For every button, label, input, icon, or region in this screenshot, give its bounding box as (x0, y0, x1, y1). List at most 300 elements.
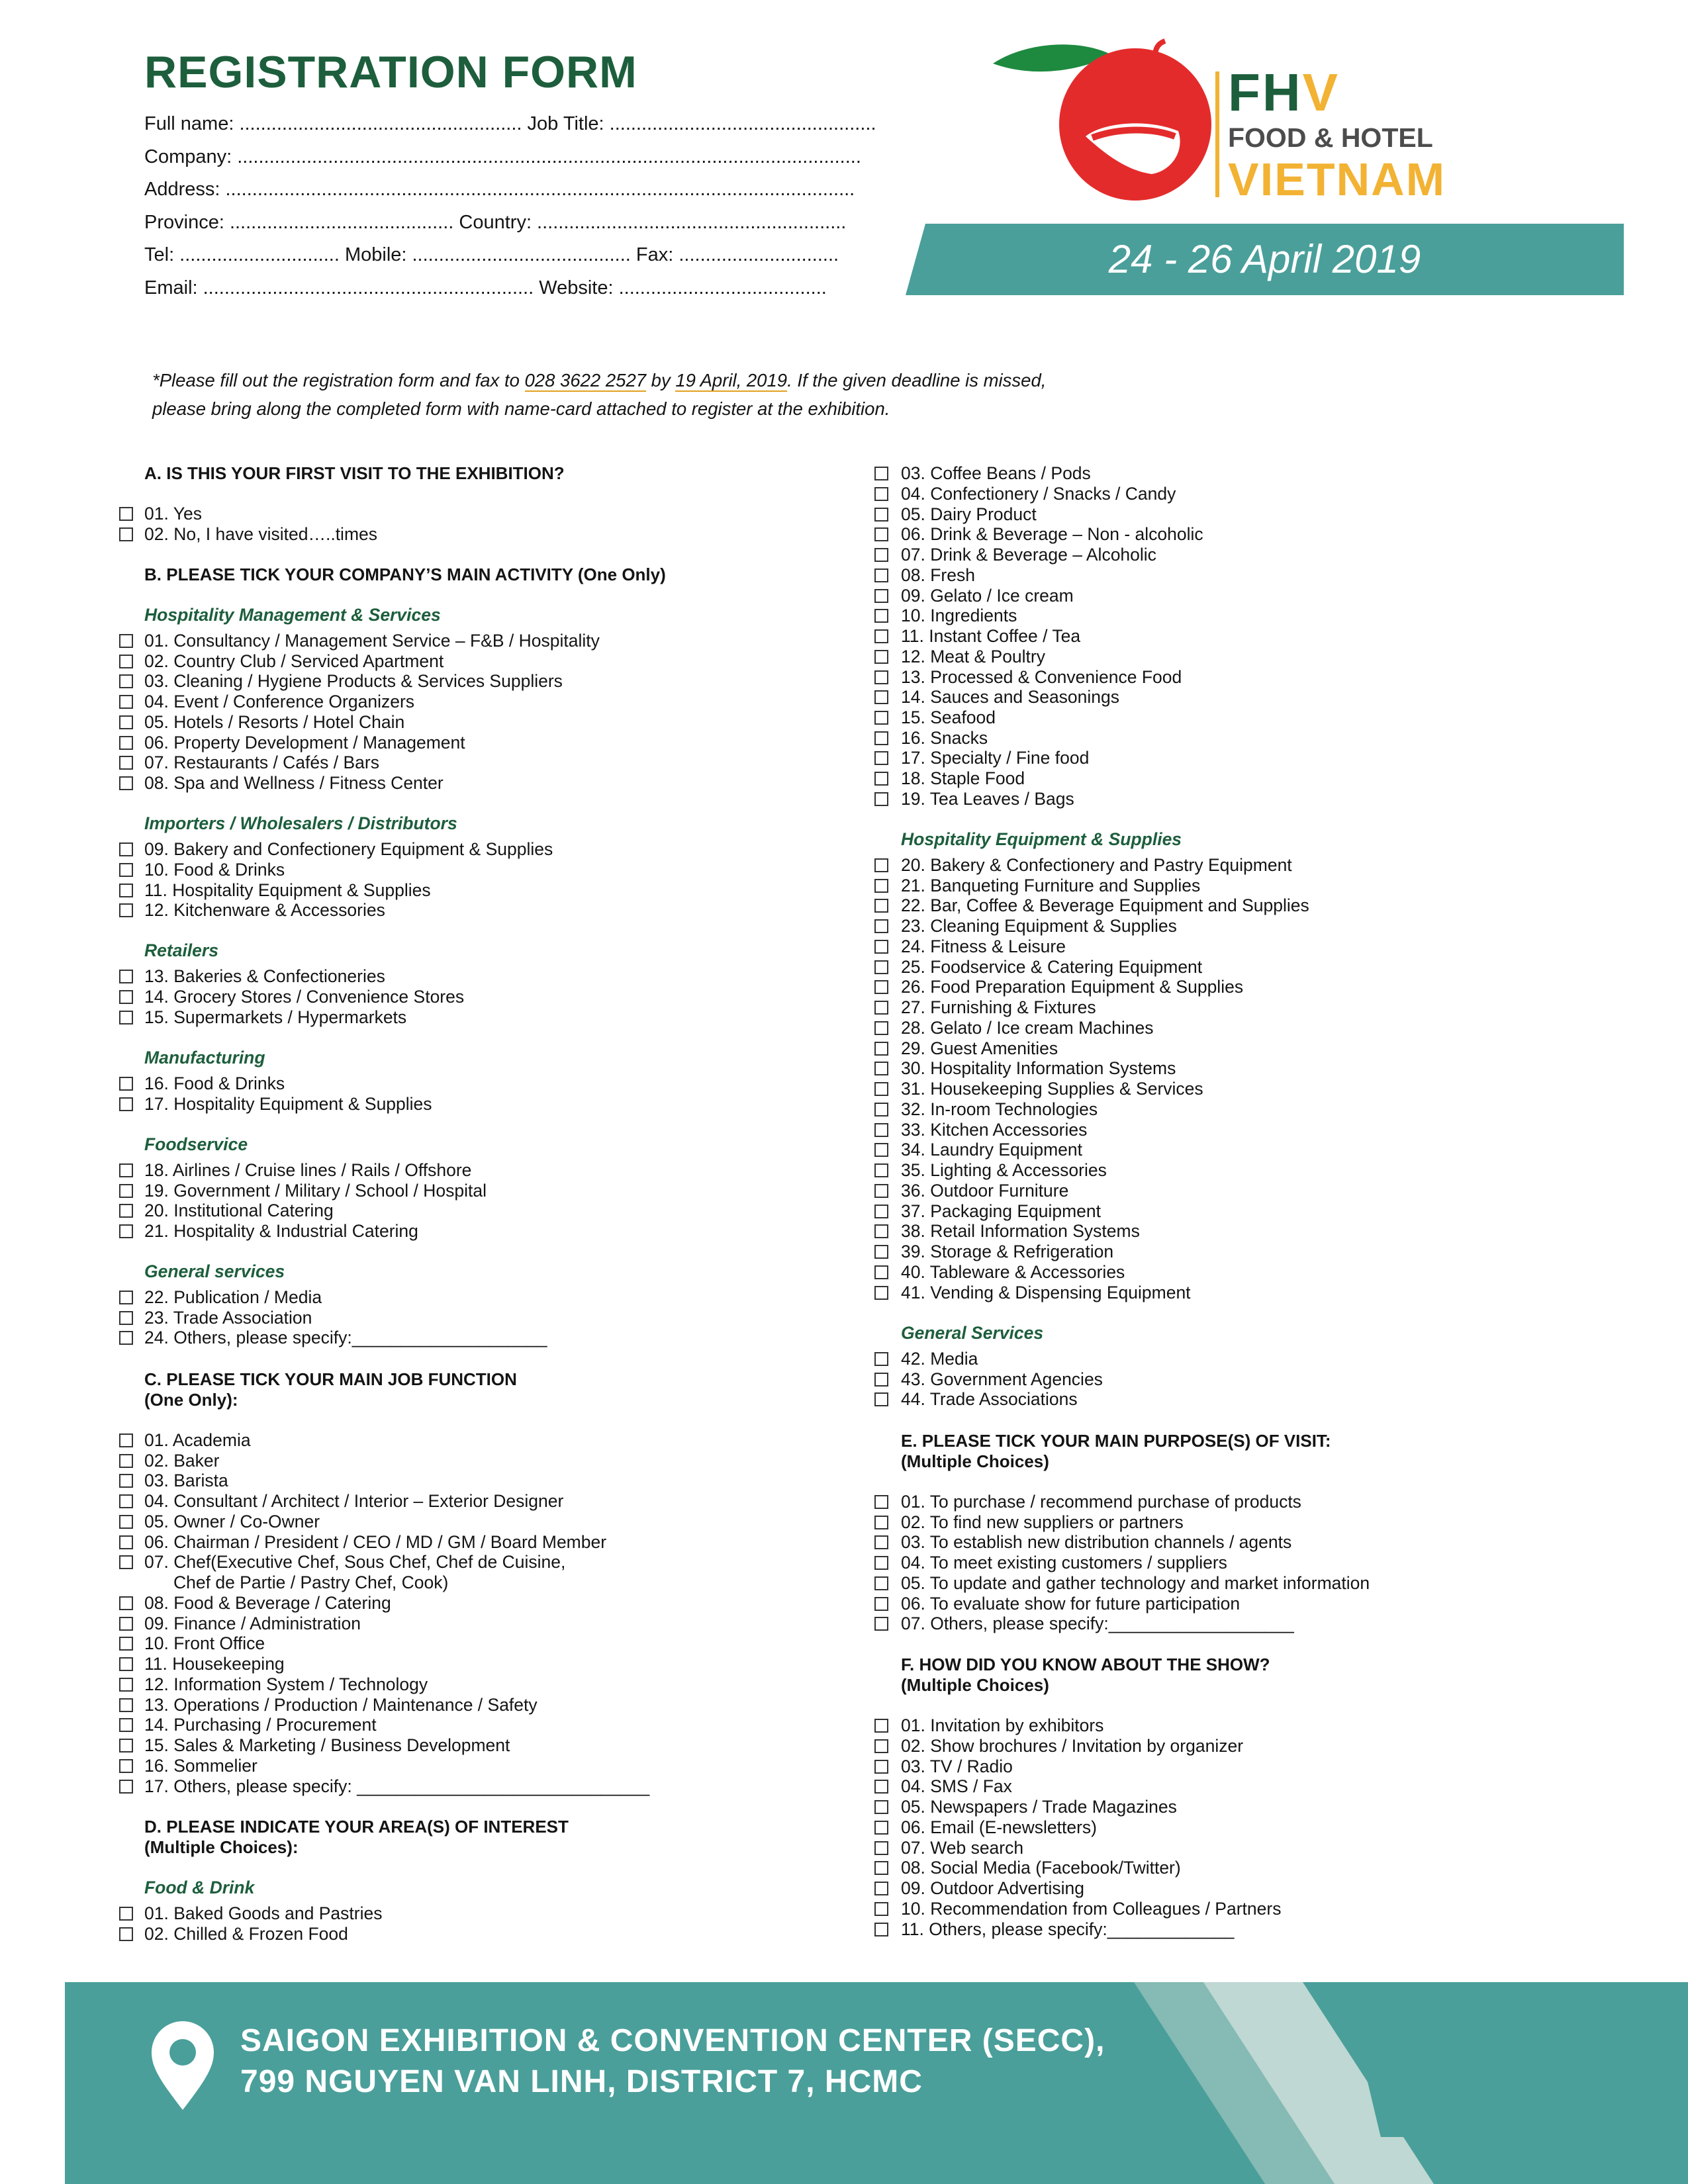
checkbox[interactable] (119, 1739, 133, 1752)
fhv-logo (1228, 63, 1446, 205)
checkbox[interactable] (119, 736, 133, 750)
option-label: 09. Gelato / Ice cream (901, 586, 1074, 606)
option-label: 42. Media (901, 1349, 978, 1369)
checkbox[interactable] (874, 1719, 888, 1733)
checkbox[interactable] (119, 1698, 133, 1712)
option-item[interactable] (144, 1903, 382, 1923)
option-item[interactable] (144, 692, 414, 711)
province-country-field[interactable]: Province: .......................................... Country: .......................................................... (144, 211, 847, 233)
option-item[interactable] (901, 1389, 1078, 1409)
option-item[interactable] (144, 860, 285, 880)
option-label: 12. Meat & Poultry (901, 647, 1045, 666)
checkbox[interactable] (874, 1082, 888, 1096)
option-item[interactable] (901, 997, 1096, 1017)
option-item[interactable] (144, 1308, 312, 1328)
option-item[interactable] (144, 966, 385, 986)
checkbox[interactable] (874, 1123, 888, 1137)
checkbox[interactable] (119, 970, 133, 983)
option-item[interactable] (144, 524, 377, 544)
checkbox[interactable] (119, 1555, 133, 1569)
option-label: 17. Others, please specify: ______________________________ (144, 1776, 650, 1796)
option-item[interactable] (901, 1532, 1291, 1552)
checkbox[interactable] (119, 1474, 133, 1488)
option-label: 25. Foodservice & Catering Equipment (901, 957, 1203, 977)
option-item[interactable] (901, 1776, 1012, 1796)
checkbox[interactable] (119, 1617, 133, 1631)
option-label: 14. Purchasing / Procurement (144, 1715, 377, 1735)
checkbox[interactable] (874, 487, 888, 501)
checkbox[interactable] (874, 1739, 888, 1753)
option-item[interactable] (144, 1512, 320, 1531)
option-item[interactable] (144, 1094, 432, 1114)
option-item[interactable] (901, 1736, 1243, 1756)
checkbox[interactable] (119, 756, 133, 770)
checkbox[interactable] (119, 776, 133, 790)
option-item[interactable] (144, 733, 465, 752)
option-label: 15. Seafood (901, 707, 996, 727)
option-item[interactable] (144, 1471, 228, 1490)
checkbox[interactable] (874, 711, 888, 725)
option-continuation (173, 1572, 448, 1592)
checkbox[interactable] (874, 858, 888, 872)
checkbox[interactable] (874, 919, 888, 933)
checkbox[interactable] (874, 1535, 888, 1549)
option-item[interactable] (901, 707, 996, 727)
option-item[interactable] (901, 463, 1091, 483)
option-label: 02. Show brochures / Invitation by organizer (901, 1736, 1244, 1756)
option-item[interactable] (144, 1633, 265, 1653)
option-label: 04. Event / Conference Organizers (144, 692, 415, 711)
checkbox[interactable] (119, 674, 133, 688)
option-item[interactable] (901, 768, 1025, 788)
option-item[interactable] (144, 1695, 538, 1715)
subsection-heading: Hospitality Management & Services (144, 605, 441, 625)
option-label: 30. Hospitality Information Systems (901, 1058, 1176, 1078)
checkbox[interactable] (874, 1780, 888, 1794)
option-item[interactable] (901, 1262, 1125, 1282)
option-item[interactable] (901, 1858, 1181, 1878)
checkbox[interactable] (119, 1494, 133, 1508)
section-heading: E. PLEASE TICK YOUR MAIN PURPOSE(S) OF VISIT: (901, 1431, 1331, 1451)
option-label: 16. Sommelier (144, 1756, 258, 1776)
option-item[interactable] (901, 1221, 1140, 1241)
option-label: 01. Baked Goods and Pastries (144, 1903, 383, 1923)
section-heading: A. IS THIS YOUR FIRST VISIT TO THE EXHIBITION? (144, 463, 565, 483)
option-label: 02. To find new suppliers or partners (901, 1512, 1184, 1532)
option-label: 08. Fresh (901, 565, 975, 585)
logo-v-text: V (1302, 63, 1340, 122)
option-label: 23. Cleaning Equipment & Supplies (901, 916, 1177, 936)
checkbox[interactable] (119, 507, 133, 521)
checkbox[interactable] (874, 629, 888, 643)
option-label: 07. Restaurants / Cafés / Bars (144, 752, 379, 772)
option-label: 02. Baker (144, 1451, 220, 1471)
option-label: 04. To meet existing customers / suppliers (901, 1553, 1227, 1572)
checkbox[interactable] (119, 715, 133, 729)
checkbox[interactable] (874, 508, 888, 522)
option-label: 12. Information System / Technology (144, 1674, 428, 1694)
option-item[interactable] (901, 1797, 1177, 1817)
option-item[interactable] (901, 586, 1074, 606)
checkbox[interactable] (874, 980, 888, 994)
option-item[interactable] (901, 855, 1292, 875)
checkbox[interactable] (119, 1433, 133, 1447)
option-item[interactable] (901, 895, 1309, 915)
option-item[interactable] (144, 1160, 471, 1180)
checkbox[interactable] (119, 990, 133, 1004)
checkbox[interactable] (874, 1617, 888, 1631)
checkbox[interactable] (119, 1515, 133, 1529)
checkbox[interactable] (874, 1902, 888, 1916)
option-label: 06. To evaluate show for future participation (901, 1594, 1241, 1614)
option-label: 21. Hospitality & Industrial Catering (144, 1221, 418, 1241)
checkbox[interactable] (119, 1657, 133, 1671)
option-item[interactable] (144, 1552, 565, 1572)
checkbox[interactable] (874, 548, 888, 562)
option-label: 01. Invitation by exhibitors (901, 1715, 1104, 1735)
checkbox[interactable] (119, 1163, 133, 1177)
option-label: 09. Finance / Administration (144, 1614, 361, 1633)
option-item[interactable] (901, 1349, 978, 1369)
option-item[interactable] (901, 1099, 1098, 1119)
option-item[interactable] (901, 1553, 1227, 1572)
option-label: 01. Academia (144, 1430, 251, 1450)
checkbox[interactable] (119, 1331, 133, 1345)
checkbox[interactable] (119, 695, 133, 709)
option-label: 03. To establish new distribution channels / agents (901, 1532, 1292, 1552)
email-website-field[interactable]: Email: .............................................................. Website: ....................................... (144, 277, 827, 298)
checkbox[interactable] (119, 1184, 133, 1198)
name-jobtitle-field[interactable]: Full name: ..................................................... Job Title: .................................................. (144, 113, 876, 134)
option-item[interactable] (901, 1715, 1103, 1735)
venue-line2: 799 NGUYEN VAN LINH, DISTRICT 7, HCMC (240, 2064, 923, 2099)
section-heading: (Multiple Choices) (901, 1451, 1049, 1471)
checkbox[interactable] (119, 1204, 133, 1218)
option-label: 29. Guest Amenities (901, 1038, 1058, 1058)
option-item[interactable] (901, 1201, 1101, 1221)
instruction-note: *Please fill out the registration form and fax to 028 3622 2527 by 19 April, 2019. If the given deadline is missed, please bring along the completed form with name-card attached to register at the exhibition. (152, 370, 1047, 419)
checkbox[interactable] (874, 1184, 888, 1198)
checkbox[interactable] (119, 1224, 133, 1238)
option-label: 06. Chairman / President / CEO / MD / GM / Board Member (144, 1532, 607, 1552)
option-item[interactable] (144, 1221, 418, 1241)
option-item[interactable] (144, 1715, 377, 1735)
option-label: 15. Sales & Marketing / Business Development (144, 1735, 510, 1755)
fax-number: 028 3622 2527 (524, 370, 647, 390)
option-label: 34. Laundry Equipment (901, 1140, 1083, 1160)
section-heading: (One Only): (144, 1390, 238, 1410)
checkbox[interactable] (874, 1576, 888, 1590)
form-title: REGISTRATION FORM (144, 47, 637, 97)
checkbox[interactable] (119, 842, 133, 856)
checkbox[interactable] (874, 1001, 888, 1015)
option-item[interactable] (144, 1201, 334, 1220)
checkbox[interactable] (874, 1163, 888, 1177)
option-item[interactable] (901, 1594, 1240, 1614)
checkbox[interactable] (119, 1077, 133, 1091)
option-item[interactable] (901, 1079, 1203, 1099)
option-item[interactable] (144, 839, 553, 859)
option-label: 06. Email (E-newsletters) (901, 1817, 1098, 1837)
option-item[interactable] (901, 1492, 1301, 1512)
option-item[interactable] (901, 1817, 1097, 1837)
option-item[interactable] (144, 651, 444, 671)
option-item[interactable] (901, 977, 1243, 997)
option-label: 11. Instant Coffee / Tea (901, 626, 1081, 646)
option-item[interactable] (901, 1878, 1084, 1898)
option-item[interactable] (901, 1573, 1370, 1593)
option-item[interactable] (144, 712, 404, 732)
option-item[interactable] (901, 524, 1203, 544)
option-label: 26. Food Preparation Equipment & Supplies (901, 977, 1244, 997)
option-label: 18. Airlines / Cruise lines / Rails / Offshore (144, 1160, 472, 1180)
option-item[interactable] (901, 1181, 1068, 1201)
option-item[interactable] (144, 1654, 285, 1674)
option-item[interactable] (901, 667, 1182, 687)
option-item[interactable] (144, 752, 379, 772)
option-label: 13. Operations / Production / Maintenance / Safety (144, 1695, 538, 1715)
checkbox[interactable] (874, 960, 888, 974)
checkbox[interactable] (119, 1596, 133, 1610)
checkbox[interactable] (874, 1923, 888, 1936)
option-item[interactable] (144, 900, 385, 920)
option-item[interactable] (144, 1532, 606, 1552)
deadline-date: 19 April, 2019 (675, 370, 788, 390)
option-item[interactable] (901, 606, 1017, 625)
checkbox[interactable] (874, 1760, 888, 1774)
checkbox[interactable] (119, 634, 133, 648)
checkbox[interactable] (874, 792, 888, 806)
subsection-heading: General services (144, 1261, 285, 1281)
option-item[interactable] (901, 748, 1089, 768)
checkbox[interactable] (874, 1392, 888, 1406)
option-item[interactable] (144, 1181, 487, 1201)
logo-divider (1215, 71, 1219, 197)
checkbox[interactable] (874, 527, 888, 541)
option-label: 04. Consultant / Architect / Interior – Exterior Designer (144, 1491, 564, 1511)
checkbox[interactable] (874, 650, 888, 664)
option-item[interactable] (144, 1674, 428, 1694)
option-item[interactable] (901, 876, 1200, 895)
checkbox[interactable] (874, 569, 888, 582)
checkbox[interactable] (874, 1042, 888, 1056)
section-heading: F. HOW DID YOU KNOW ABOUT THE SHOW? (901, 1655, 1270, 1674)
option-item[interactable] (144, 773, 444, 793)
checkbox[interactable] (874, 1882, 888, 1895)
option-item[interactable] (144, 1735, 510, 1755)
option-label: 08. Food & Beverage / Catering (144, 1593, 391, 1613)
option-label: 04. Confectionery / Snacks / Candy (901, 484, 1176, 504)
checkbox[interactable] (874, 1265, 888, 1279)
checkbox[interactable] (874, 1495, 888, 1509)
option-label: 15. Supermarkets / Hypermarkets (144, 1007, 407, 1027)
option-item[interactable] (901, 545, 1156, 565)
checkbox[interactable] (119, 1097, 133, 1111)
checkbox[interactable] (874, 1516, 888, 1529)
option-label: 39. Storage & Refrigeration (901, 1242, 1114, 1261)
option-item[interactable] (144, 1593, 391, 1613)
option-item[interactable] (901, 789, 1074, 809)
checkbox[interactable] (119, 1291, 133, 1304)
checkbox[interactable] (874, 1205, 888, 1218)
company-field[interactable]: Company: ..................................................................................................................... (144, 146, 861, 167)
checkbox[interactable] (119, 1718, 133, 1732)
option-item[interactable] (144, 1430, 251, 1450)
checkbox[interactable] (874, 1224, 888, 1238)
checkbox[interactable] (119, 655, 133, 668)
subsection-heading: General Services (901, 1323, 1044, 1343)
checkbox[interactable] (874, 1062, 888, 1075)
option-label: 31. Housekeeping Supplies & Services (901, 1079, 1203, 1099)
checkbox[interactable] (874, 1245, 888, 1259)
option-label: 41. Vending & Dispensing Equipment (901, 1283, 1191, 1302)
checkbox[interactable] (874, 899, 888, 913)
option-label: 07. Web search (901, 1838, 1024, 1858)
checkbox[interactable] (874, 1556, 888, 1570)
option-item[interactable] (901, 1838, 1023, 1858)
option-item[interactable] (144, 1756, 258, 1776)
checkbox[interactable] (119, 903, 133, 917)
option-item[interactable] (901, 936, 1066, 956)
logo-food-hotel-text: FOOD & HOTEL (1228, 122, 1433, 153)
option-label: Chef de Partie / Pastry Chef, Cook) (173, 1572, 449, 1592)
option-item[interactable] (144, 880, 431, 900)
checkbox[interactable] (874, 879, 888, 893)
option-item[interactable] (144, 987, 464, 1007)
option-item[interactable] (901, 1614, 1294, 1633)
option-label: 40. Tableware & Accessories (901, 1262, 1125, 1282)
checkbox[interactable] (119, 1759, 133, 1773)
option-item[interactable] (901, 626, 1080, 646)
checkbox[interactable] (119, 1454, 133, 1468)
option-item[interactable] (901, 1242, 1113, 1261)
option-label: 20. Bakery & Confectionery and Pastry Equipment (901, 855, 1292, 875)
checkbox[interactable] (119, 863, 133, 877)
option-item[interactable] (144, 1287, 322, 1307)
checkbox[interactable] (119, 1011, 133, 1024)
option-item[interactable] (901, 1160, 1107, 1180)
checkbox[interactable] (874, 1597, 888, 1611)
checkbox[interactable] (874, 589, 888, 603)
option-item[interactable] (901, 1283, 1191, 1302)
checkbox[interactable] (874, 751, 888, 765)
option-label: 08. Social Media (Facebook/Twitter) (901, 1858, 1181, 1878)
option-item[interactable] (901, 916, 1177, 936)
checkbox[interactable] (874, 1143, 888, 1157)
option-item[interactable] (901, 728, 988, 748)
option-item[interactable] (144, 1451, 219, 1471)
checkbox[interactable] (119, 1780, 133, 1794)
checkbox[interactable] (119, 1637, 133, 1651)
option-item[interactable] (901, 687, 1119, 707)
checkbox[interactable] (874, 690, 888, 704)
option-item[interactable] (144, 671, 563, 691)
option-label: 03. Barista (144, 1471, 228, 1490)
checkbox[interactable] (874, 940, 888, 954)
option-item[interactable] (144, 1924, 348, 1944)
option-item[interactable] (144, 631, 600, 651)
checkbox[interactable] (874, 772, 888, 786)
option-item[interactable] (901, 1058, 1176, 1078)
subsection-heading: Foodservice (144, 1134, 248, 1154)
option-item[interactable] (901, 484, 1176, 504)
checkbox[interactable] (119, 1535, 133, 1549)
option-label: 19. Government / Military / School / Hospital (144, 1181, 487, 1201)
option-label: 01. Yes (144, 504, 202, 523)
checkbox[interactable] (874, 1373, 888, 1387)
option-item[interactable] (901, 1018, 1153, 1038)
option-item[interactable] (901, 1512, 1184, 1532)
checkbox[interactable] (119, 527, 133, 541)
option-label: 18. Staple Food (901, 768, 1025, 788)
option-label: 24. Fitness & Leisure (901, 936, 1066, 956)
checkbox[interactable] (874, 1286, 888, 1300)
option-label: 28. Gelato / Ice cream Machines (901, 1018, 1154, 1038)
option-item[interactable] (901, 1120, 1087, 1140)
tel-mobile-fax-field[interactable]: Tel: .............................. Mobile: ......................................... Fax: .............................. (144, 244, 839, 265)
checkbox[interactable] (874, 1021, 888, 1035)
footer-band (65, 1982, 1688, 2184)
checkbox[interactable] (874, 1861, 888, 1875)
option-item[interactable] (901, 1369, 1103, 1389)
checkbox[interactable] (119, 884, 133, 897)
option-item[interactable] (901, 1899, 1281, 1919)
checkbox[interactable] (119, 1678, 133, 1692)
address-field[interactable]: Address: ...................................................................................................................... (144, 179, 855, 200)
option-label: 01. Consultancy / Management Service – F&B / Hospitality (144, 631, 600, 651)
option-item[interactable] (901, 957, 1202, 977)
location-pin-icon (150, 2021, 216, 2113)
checkbox[interactable] (874, 1103, 888, 1116)
option-item[interactable] (901, 1756, 1013, 1776)
checkbox[interactable] (874, 1821, 888, 1835)
option-item[interactable] (144, 1328, 547, 1347)
option-label: 13. Processed & Convenience Food (901, 667, 1182, 687)
option-item[interactable] (144, 1776, 649, 1796)
option-item[interactable] (144, 1007, 406, 1027)
option-label: 06. Drink & Beverage – Non - alcoholic (901, 524, 1203, 544)
option-item[interactable] (901, 565, 975, 585)
option-item[interactable] (901, 504, 1037, 524)
checkbox[interactable] (119, 1927, 133, 1941)
option-item[interactable] (901, 1919, 1234, 1939)
option-label: 01. To purchase / recommend purchase of products (901, 1492, 1301, 1512)
venue-address (240, 2021, 1105, 2103)
option-item[interactable] (144, 1073, 285, 1093)
option-item[interactable] (144, 1491, 563, 1511)
checkbox[interactable] (874, 467, 888, 480)
option-label: 36. Outdoor Furniture (901, 1181, 1069, 1201)
option-item[interactable] (901, 647, 1045, 666)
checkbox[interactable] (874, 731, 888, 745)
checkbox[interactable] (119, 1311, 133, 1325)
checkbox[interactable] (874, 1841, 888, 1855)
option-label: 16. Food & Drinks (144, 1073, 285, 1093)
option-item[interactable] (901, 1038, 1058, 1058)
option-item[interactable] (901, 1140, 1082, 1160)
option-label: 11. Others, please specify:_____________ (901, 1919, 1235, 1939)
option-item[interactable] (144, 504, 202, 523)
option-item[interactable] (144, 1614, 361, 1633)
checkbox[interactable] (119, 1907, 133, 1921)
checkbox[interactable] (874, 609, 888, 623)
option-label: 07. Drink & Beverage – Alcoholic (901, 545, 1156, 565)
option-label: 19. Tea Leaves / Bags (901, 789, 1074, 809)
checkbox[interactable] (874, 670, 888, 684)
checkbox[interactable] (874, 1352, 888, 1366)
checkbox[interactable] (874, 1800, 888, 1814)
option-label: 05. Dairy Product (901, 504, 1037, 524)
